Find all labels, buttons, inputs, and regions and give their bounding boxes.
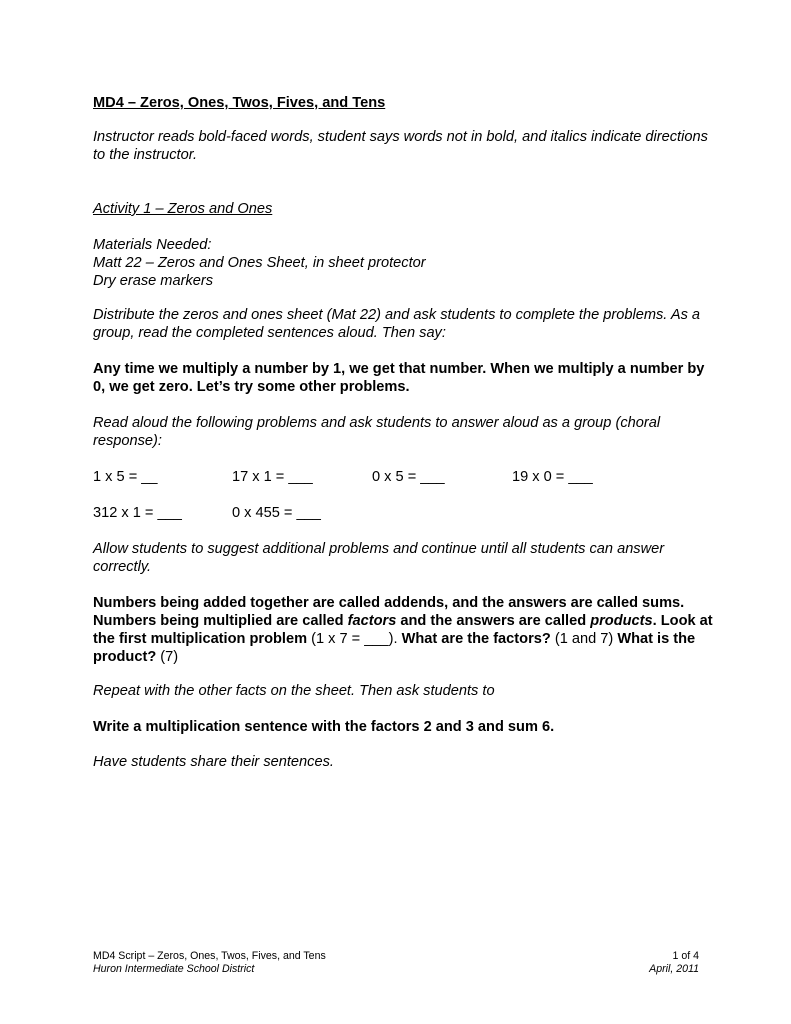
problem-5: 312 x 1 = ___ — [93, 505, 182, 521]
activity-heading: Activity 1 – Zeros and Ones — [93, 201, 273, 217]
footer-date: April, 2011 — [649, 963, 699, 975]
footer-district: Huron Intermediate School District — [93, 963, 255, 975]
problem-6: 0 x 455 = ___ — [232, 505, 321, 521]
page-number: 1 of 4 — [672, 950, 699, 962]
footer-right — [560, 950, 699, 976]
product-answer: (7) — [156, 649, 179, 665]
repeat-instructions: Repeat with the other facts on the sheet. Then ask students to — [93, 683, 495, 699]
share-instructions: Have students share their sentences. — [93, 754, 334, 770]
read-aloud-instructions: Read aloud the following problems and ask students to answer aloud as a group (choral response): — [93, 415, 661, 449]
factors-answer: (1 and 7) — [550, 631, 618, 647]
materials-item-markers: Dry erase markers — [93, 273, 214, 289]
write-sentence-prompt: Write a multiplication sentence with the factors 2 and 3 and sum 6. — [93, 719, 555, 735]
problem-4: 19 x 0 = ___ — [512, 469, 593, 485]
intro-instructions: Instructor reads bold-faced words, student says words not in bold, and italics indicate directions to the instructor. — [93, 129, 708, 163]
script-any-time: Any time we multiply a number by 1, we get that number. When we multiply a number by 0, we get zero. Let’s try some other problems. — [93, 361, 705, 395]
products-term: products — [590, 613, 653, 629]
problem-3: 0 x 5 = ___ — [372, 469, 445, 485]
allow-instructions: Allow students to suggest additional problems and continue until all students can answer correctly. — [93, 541, 665, 575]
factors-question: What are the factors? — [397, 631, 551, 647]
example-problem: (1 x 7 = ___). — [311, 631, 398, 647]
product-question: What is the product? — [93, 631, 696, 665]
numbers-text-3: . Look at the first multiplication problem — [93, 613, 713, 647]
materials-heading: Materials Needed: — [93, 237, 212, 253]
materials-section — [93, 236, 713, 290]
page-title: MD4 – Zeros, Ones, Twos, Fives, and Tens — [93, 95, 386, 111]
problem-2: 17 x 1 = ___ — [232, 469, 313, 485]
materials-item-mat: Matt 22 – Zeros and Ones Sheet, in sheet protector — [93, 255, 426, 271]
numbers-text-1: Numbers being added together are called addends, and the answers are called sums. Numbers being multiplied are called — [93, 595, 685, 629]
numbers-paragraph — [93, 594, 713, 666]
footer-script-title: MD4 Script – Zeros, Ones, Twos, Fives, and Tens — [93, 950, 326, 962]
distribute-instructions: Distribute the zeros and ones sheet (Mat 22) and ask students to complete the problems. As a group, read the completed sentences aloud. Then say: — [93, 307, 701, 341]
factors-term: factors — [347, 613, 397, 629]
numbers-text-2: and the answers are called — [396, 613, 591, 629]
footer-left — [93, 950, 326, 976]
problem-1: 1 x 5 = __ — [93, 469, 158, 485]
